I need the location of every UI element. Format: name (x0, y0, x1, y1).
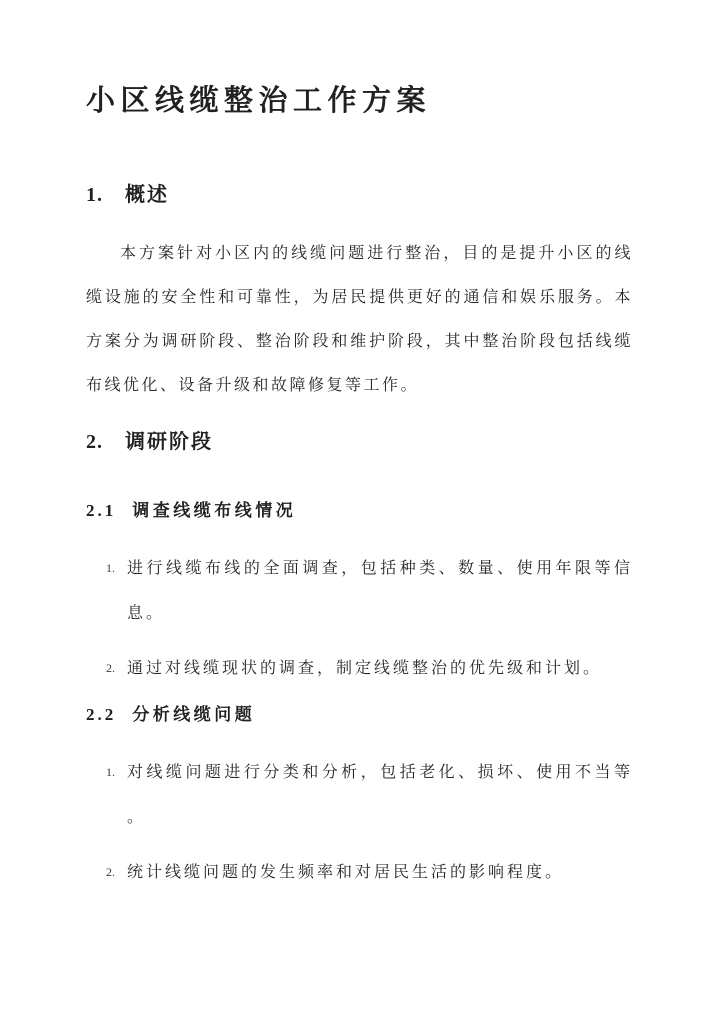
subsection-2-2-heading (86, 703, 633, 726)
section-2-heading (86, 429, 633, 455)
list-item (86, 750, 633, 840)
section-1-heading (86, 182, 633, 208)
list-item-number: 2. (106, 661, 115, 675)
list-item-text: 对线缆问题进行分类和分析，包括老化、损坏、使用不当等。 (127, 764, 633, 826)
section-2-number: 2. (86, 431, 103, 453)
subsection-2-2-number: 2.2 (86, 705, 117, 724)
list-item-text: 统计线缆问题的发生频率和对居民生活的影响程度。 (127, 864, 565, 881)
section-1-title: 概述 (125, 184, 169, 206)
list-item (86, 850, 633, 895)
section-2-title: 调研阶段 (125, 431, 213, 453)
survey-list (86, 546, 633, 691)
subsection-2-1-title: 调查线缆布线情况 (132, 501, 297, 520)
list-item (86, 546, 633, 636)
list-item-text: 进行线缆布线的全面调查，包括种类、数量、使用年限等信息。 (127, 560, 633, 622)
list-item-text: 通过对线缆现状的调查，制定线缆整治的优先级和计划。 (127, 660, 603, 677)
list-item (86, 646, 633, 691)
list-item-number: 2. (106, 865, 115, 879)
list-item-number: 1. (106, 765, 115, 779)
list-item-number: 1. (106, 561, 115, 575)
subsection-2-1-heading (86, 499, 633, 522)
analysis-list (86, 750, 633, 895)
document-title: 小区线缆整治工作方案 (86, 85, 432, 117)
section-1-number: 1. (86, 184, 103, 206)
subsection-2-2-title: 分析线缆问题 (132, 705, 256, 724)
overview-paragraph: 本方案针对小区内的线缆问题进行整治，目的是提升小区的线缆设施的安全性和可靠性，为居民提供更好的通信和娱乐服务。本方案分为调研阶段、整治阶段和维护阶段，其中整治阶段包括线缆布线优化、设备升级和故障修复等工作。 (86, 245, 633, 394)
subsection-2-1-number: 2.1 (86, 501, 117, 520)
